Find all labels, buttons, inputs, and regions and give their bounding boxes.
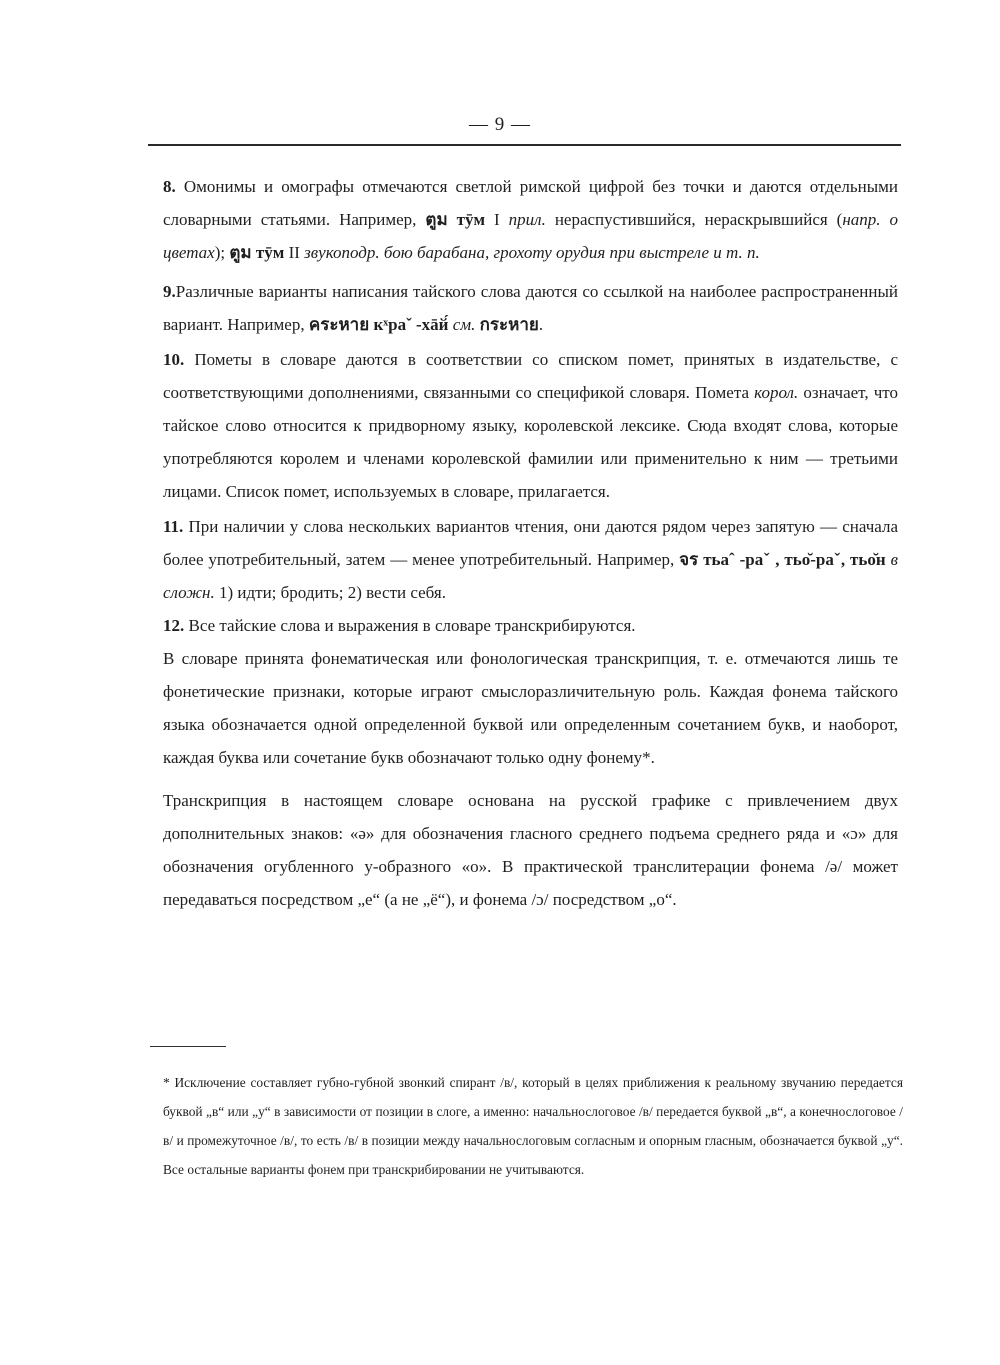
text-run: 1) идти; бродить; 2) вести себя. [214, 583, 446, 602]
text-run: означает, что тайское слово относится к придворному языку, королевской лексике. Сюда входят слова, которые употребляются королем и членами королевской фамилии или применительно к ним — третьими лицами. Список помет, используемых в словаре, прилагается. [163, 383, 898, 501]
text-run: Пометы в словаре даются в соответствии со списком помет, принятых в издательстве, с соответствующими дополнениями, связанными со спецификой словаря. Помета [163, 350, 898, 402]
paragraph-number: 12. [163, 616, 185, 635]
transcription: тьаˆ -раˇ , тьо̆-раˇ, тьо̆н [698, 550, 886, 569]
footnote-text: * Исключение составляет губно-губной звонкий спирант /в/, который в целях приближения к реальному звучанию передается буквой „в“ или „у“ в зависимости от позиции в слоге, а именно: начальнослоговое /в/ передается буквой „в“, а конечнослоговое /в/ и промежуточное /в/, то есть /в/ в позиции между начальнослоговым согласным и опорным гласным, обозначается буквой „у“. Все остальные варианты фонем при транскрибировании не учитываются. [163, 1075, 903, 1177]
thai-word: ตูม [229, 243, 252, 262]
text-run: Омонимы и омографы отмечаются светлой римской цифрой без точки и даются отдельными словарными статьями. Например, [163, 177, 898, 229]
paragraph-11 [163, 510, 898, 609]
text-run: II [284, 243, 305, 262]
paragraph-number: 9. [163, 282, 176, 301]
thai-word: กระหาย [479, 315, 539, 334]
paragraph-8 [163, 170, 898, 269]
thai-word: ตูม [425, 210, 448, 229]
transcription: тӯм [447, 210, 486, 229]
text-run: Различные варианты написания тайского слова даются со ссылкой на наиболее распространенный вариант. Например, [163, 282, 898, 334]
text-run: При наличии у слова нескольких вариантов чтения, они даются рядом через запятую — сначала более употребительный, затем — менее употребительный. Например, [163, 517, 898, 569]
footnote-rule [150, 1046, 226, 1047]
label-abbrev: прил. [508, 210, 546, 229]
thai-word: คระหาย [308, 315, 370, 334]
header-rule [148, 144, 901, 146]
label-abbrev: звукоподр. бою барабана, грохоту орудия при выстреле и т. п. [304, 243, 760, 262]
paragraph-number: 10. [163, 350, 185, 369]
label-abbrev: корол. [754, 383, 799, 402]
text-run: Все тайские слова и выражения в словаре транскрибируются. [184, 616, 636, 635]
transcription: тӯм [251, 243, 285, 262]
paragraph-transcription: В словаре принята фонематическая или фонологическая транскрипция, т. е. отмечаются лишь те фонетические признаки, которые играют смыслоразличительную роль. Каждая фонема тайского языка обозначается одной определенной буквой или определенным сочетанием букв, и наоборот, каждая буква или сочетание букв обозначают только одну фонему*. [163, 649, 898, 767]
footnote [163, 1068, 903, 1184]
text-run: . [538, 315, 544, 334]
text-run: нераспустившийся, нераскрывшийся ( [545, 210, 843, 229]
text-run: I [485, 210, 509, 229]
paragraph-10 [163, 343, 898, 508]
text-run: ); [214, 243, 230, 262]
paragraph-number: 8. [163, 177, 176, 196]
paragraph-9 [163, 275, 898, 341]
thai-word: จร [679, 550, 699, 569]
page-number: — 9 — [469, 114, 531, 135]
body-text [163, 170, 898, 916]
paragraph-12 [163, 609, 898, 642]
paragraph-number: 11. [163, 517, 184, 536]
paragraph-transcription-basis: Транскрипция в настоящем словаре основана на русской графике с привлечением двух дополнительных знаков: «ə» для обозначения гласного среднего подъема среднего ряда и «ɔ» для обозначения огубленного у-образного «о». В практической транслитерации фонема /ə/ может передаваться посредством „е“ (а не „ё“), и фонема /ɔ/ посредством „о“. [163, 791, 898, 909]
label-abbrev: напр. о цветах [163, 210, 898, 262]
label-abbrev: см. [452, 315, 476, 334]
transcription: кˣраˇ -хāй́ [369, 315, 449, 334]
label-abbrev: в сложн. [163, 550, 899, 602]
